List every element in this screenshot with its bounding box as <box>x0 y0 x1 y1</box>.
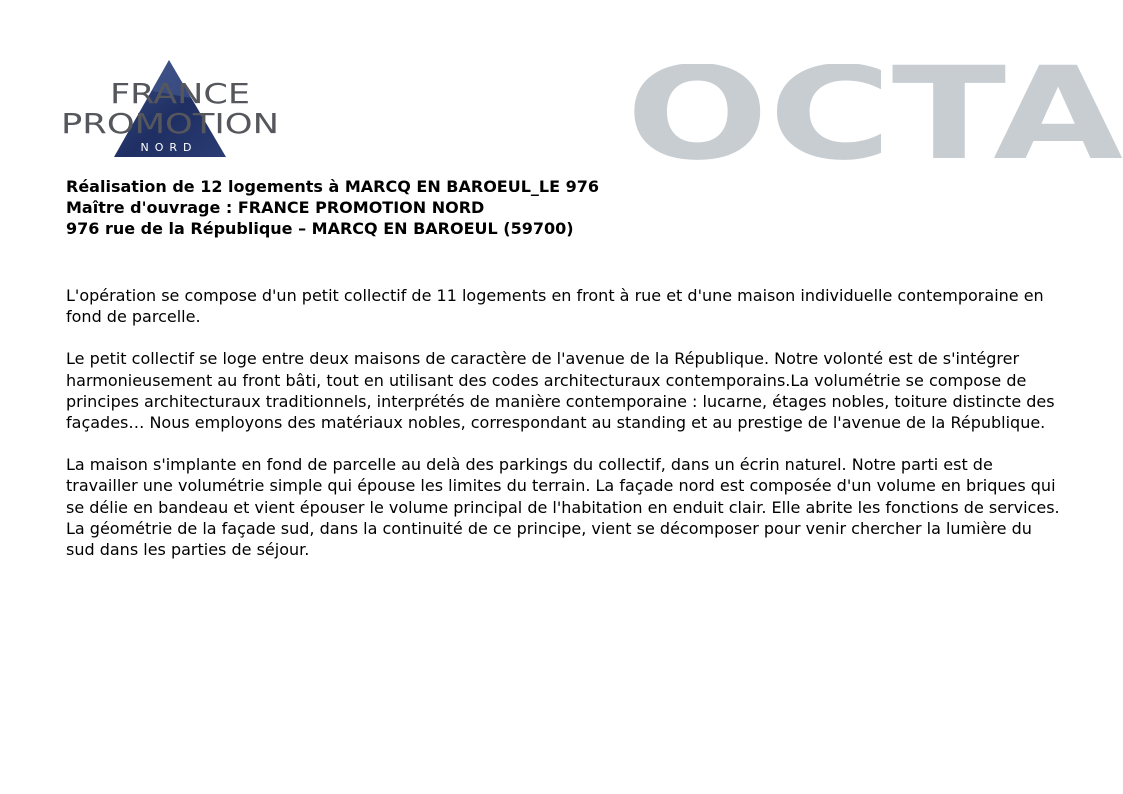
logo-text-nord: NORD <box>140 141 198 154</box>
project-header <box>66 176 1056 239</box>
project-description <box>66 285 1062 581</box>
octa-logo <box>626 64 1123 160</box>
project-client: Maître d'ouvrage : FRANCE PROMOTION NORD <box>66 198 485 217</box>
project-title: Réalisation de 12 logements à MARCQ EN BAROEUL_LE 976 <box>66 177 599 196</box>
logo-text-france: FRANCE <box>110 77 250 110</box>
france-promotion-nord-logo <box>56 56 284 162</box>
project-address: 976 rue de la République – MARCQ EN BAROEUL (59700) <box>66 219 574 238</box>
paragraph-collectif: Le petit collectif se loge entre deux maisons de caractère de l'avenue de la République. Notre volonté est de s'intégrer harmonieusement au front bâti, tout en utilisant des codes architecturaux contemporains.La volumétrie se compose de principes architecturaux traditionnels, interprétés de manière contemporaine : lucarne, étages nobles, toiture distincte des façades… Nous employons des matériaux nobles, correspondant au standing et au prestige de l'avenue de la République. <box>66 349 1055 433</box>
paragraph-maison: La maison s'implante en fond de parcelle au delà des parkings du collectif, dans un écrin naturel. Notre parti est de travailler une volumétrie simple qui épouse les limites du terrain. La façade nord est composée d'un volume en briques qui se délie en bandeau et vient épouser le volume principal de l'habitation en enduit clair. Elle abrite les fonctions de services. La géométrie de la façade sud, dans la continuité de ce principe, vient se décomposer pour venir chercher la lumière du sud dans les parties de séjour. <box>66 455 1060 560</box>
octa-logo-text: OCTA <box>626 64 1123 160</box>
paragraph-intro: L'opération se compose d'un petit collectif de 11 logements en front à rue et d'une maison individuelle contemporaine en fond de parcelle. <box>66 286 1044 327</box>
logo-text-promotion: PROMOTION <box>61 107 279 140</box>
